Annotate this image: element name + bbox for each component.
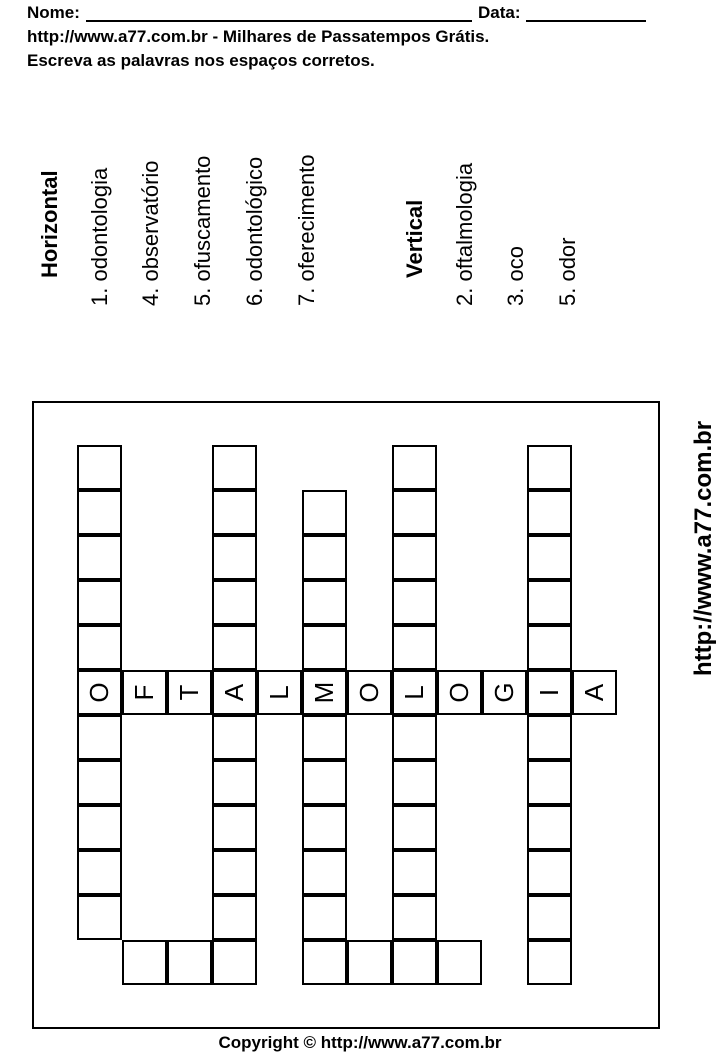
grid-cell[interactable] [77,535,122,580]
grid-cell[interactable] [212,715,257,760]
grid-cell[interactable] [302,850,347,895]
grid-cell[interactable] [527,850,572,895]
grid-cell[interactable] [527,760,572,805]
grid-cell[interactable] [212,940,257,985]
grid-cell[interactable] [212,445,257,490]
cell-letter: O [354,682,384,703]
grid-cell[interactable] [527,580,572,625]
cell-letter: M [309,681,339,704]
key-cell[interactable] [572,670,617,715]
grid-cell[interactable] [527,715,572,760]
cell-letter: A [219,683,249,702]
vertical-clue: 3. oco [503,246,528,306]
horizontal-clue: 4. observatório [138,160,163,306]
grid-cell[interactable] [302,580,347,625]
cell-letter: O [84,682,114,703]
key-cell[interactable] [167,670,212,715]
vertical-clue: 2. oftalmologia [452,162,477,306]
grid-cell[interactable] [392,895,437,940]
grid-cell[interactable] [77,580,122,625]
grid-cell[interactable] [392,580,437,625]
grid-cell[interactable] [302,715,347,760]
date-line [526,20,646,22]
grid-cell[interactable] [212,625,257,670]
grid-cell[interactable] [392,715,437,760]
key-cell[interactable] [482,670,527,715]
grid-cell[interactable] [527,805,572,850]
grid-cell[interactable] [527,625,572,670]
grid-cell[interactable] [167,940,212,985]
horizontal-clue: 6. odontológico [242,156,267,306]
grid-cell[interactable] [302,940,347,985]
vertical-clue: 5. odor [555,237,580,306]
grid-cell[interactable] [302,760,347,805]
cell-letter: O [444,682,474,703]
grid-cell[interactable] [527,490,572,535]
key-cell[interactable] [347,670,392,715]
grid-cell[interactable] [77,715,122,760]
grid-cell[interactable] [77,760,122,805]
grid-cell[interactable] [77,445,122,490]
grid-cell[interactable] [392,850,437,895]
grid-cell[interactable] [392,445,437,490]
cell-letter: T [174,684,204,701]
name-label: Nome: [27,3,80,22]
cell-letter: I [534,688,564,697]
cell-letter: F [129,684,159,701]
grid-cell[interactable] [527,895,572,940]
key-cell[interactable] [212,670,257,715]
key-cell[interactable] [527,670,572,715]
cell-letter: L [399,685,429,700]
grid-cell[interactable] [212,490,257,535]
grid-cell[interactable] [77,805,122,850]
name-line [86,20,472,22]
grid-cell[interactable] [302,805,347,850]
horizontal-clue: 1. odontologia [87,167,112,306]
key-cell[interactable] [257,670,302,715]
horizontal-clue: 7. oferecimento [294,154,319,306]
grid-cell[interactable] [392,625,437,670]
key-cell[interactable] [302,670,347,715]
grid-cell[interactable] [437,940,482,985]
grid-cell[interactable] [212,760,257,805]
grid-cell[interactable] [302,625,347,670]
key-cell[interactable] [77,670,122,715]
grid-cell[interactable] [527,940,572,985]
horizontal-clue: 5. ofuscamento [190,155,215,306]
key-cell[interactable] [437,670,482,715]
grid-cell[interactable] [122,940,167,985]
grid-cell[interactable] [77,850,122,895]
key-cell[interactable] [122,670,167,715]
horizontal-title: Horizontal [37,170,62,278]
grid-cell[interactable] [527,445,572,490]
cell-letter: A [579,683,609,702]
copyright: Copyright © http://www.a77.com.br [218,1033,502,1052]
grid-cell[interactable] [392,760,437,805]
grid-cell[interactable] [212,850,257,895]
grid-cell[interactable] [77,895,122,940]
grid-cell[interactable] [392,490,437,535]
date-label: Data: [478,3,521,22]
cell-letter: L [264,685,294,700]
grid-cell[interactable] [77,490,122,535]
site-line: http://www.a77.com.br - Milhares de Passatempos Grátis. [27,27,490,46]
grid-cell[interactable] [212,580,257,625]
grid-cell[interactable] [212,895,257,940]
instructions: Escreva as palavras nos espaços corretos. [27,51,375,70]
grid-cell[interactable] [302,895,347,940]
grid-cell[interactable] [392,805,437,850]
vertical-title: Vertical [402,199,427,278]
grid-cell[interactable] [212,805,257,850]
side-url: http://www.a77.com.br [690,420,717,676]
grid-cell[interactable] [302,535,347,580]
grid-cell[interactable] [347,940,392,985]
grid-cell[interactable] [392,535,437,580]
grid-cell[interactable] [212,535,257,580]
key-cell[interactable] [392,670,437,715]
grid-cell[interactable] [77,625,122,670]
grid-cell[interactable] [527,535,572,580]
cell-letter: G [489,682,519,703]
grid-cell[interactable] [392,940,437,985]
grid-cell[interactable] [302,490,347,535]
